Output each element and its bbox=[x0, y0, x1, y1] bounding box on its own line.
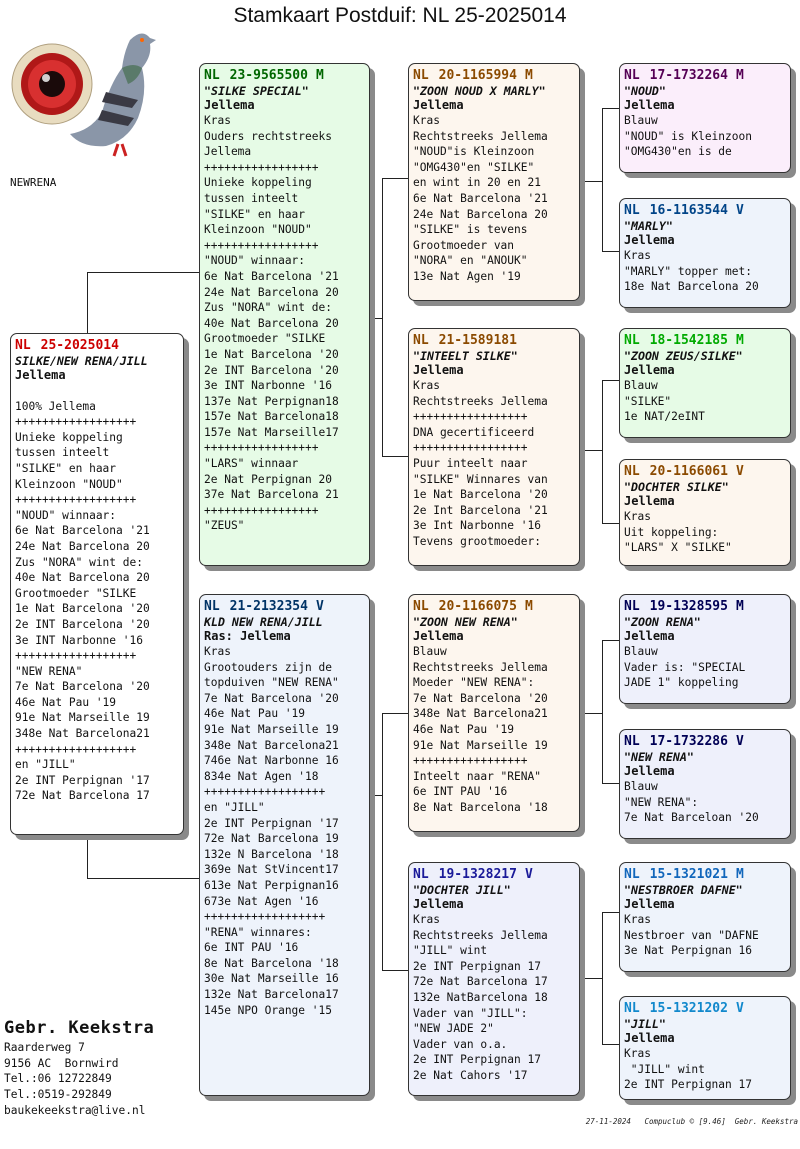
pedigree-line: Zus "NORA" wint de: bbox=[15, 555, 143, 569]
pedigree-line: 91e Nat Marseille 19 bbox=[15, 711, 150, 725]
pedigree-line: "SILKE" Winnares van bbox=[413, 472, 548, 486]
pedigree-line: DNA gecertificeerd bbox=[413, 425, 535, 439]
pedigree-line: 348e Nat Barcelona21 bbox=[15, 727, 150, 741]
pedigree-line: "SILKE" en haar bbox=[15, 461, 117, 475]
pigeon-card-ssd[interactable] bbox=[619, 198, 791, 308]
pigeon-card-dsd[interactable] bbox=[619, 729, 791, 839]
ring-header bbox=[413, 68, 575, 84]
pedigree-line: Kras bbox=[624, 913, 651, 926]
pedigree-line: 8e Nat Barcelona '18 bbox=[413, 800, 548, 814]
pigeon-card-ddd[interactable] bbox=[619, 996, 791, 1100]
pigeon-card-dam-sire[interactable] bbox=[408, 594, 580, 832]
pedigree-line: ++++++++++++++++++ bbox=[15, 742, 137, 756]
connector-line bbox=[602, 783, 619, 784]
pedigree-line: ++++++++++++++++++ bbox=[15, 415, 137, 429]
pedigree-line: Ouders rechtstreeks bbox=[204, 129, 332, 143]
pigeon-name: "ZOON NOUD X MARLY" bbox=[413, 84, 546, 98]
ring-number: 21-1589181 bbox=[438, 333, 517, 348]
pedigree-line: 2e Nat Cahors '17 bbox=[413, 1068, 528, 1082]
connector-line bbox=[602, 640, 619, 641]
pedigree-line: 348e Nat Barcelona21 bbox=[204, 738, 339, 752]
pigeon-name: "MARLY" bbox=[624, 219, 673, 233]
pedigree-line: 1e Nat Barcelona '20 bbox=[15, 602, 150, 616]
pedigree-line: 91e Nat Marseille 19 bbox=[204, 722, 339, 736]
pedigree-line: Unieke koppeling bbox=[204, 176, 312, 190]
pigeon-logo bbox=[10, 22, 158, 162]
sex-marker: V bbox=[735, 1001, 744, 1016]
pigeon-card-sire[interactable] bbox=[199, 63, 370, 566]
pedigree-line: Blauw bbox=[413, 645, 447, 658]
pedigree-line: 137e Nat Perpignan18 bbox=[204, 394, 339, 408]
pedigree-line: "NEW JADE 2" bbox=[413, 1022, 494, 1036]
sex-marker: M bbox=[524, 599, 533, 614]
connector-line bbox=[584, 978, 602, 979]
pigeon-card-sire-sire[interactable] bbox=[408, 63, 580, 301]
connector-line bbox=[602, 523, 619, 524]
country-code: NL bbox=[413, 68, 429, 83]
ring-number: 20-1166075 bbox=[438, 599, 517, 614]
pedigree-line: 7e Nat Barcelona '20 bbox=[15, 680, 150, 694]
ring-number: 25-2025014 bbox=[40, 338, 119, 353]
pedigree-line: 37e Nat Barcelona 21 bbox=[204, 488, 339, 502]
country-code: NL bbox=[413, 867, 429, 882]
pedigree-line: 1e Nat Barcelona '20 bbox=[413, 488, 548, 502]
pedigree-line: Rechtstreeks Jellema bbox=[413, 660, 548, 674]
pedigree-line: 40e Nat Barcelona 20 bbox=[15, 571, 150, 585]
ring-header bbox=[413, 599, 575, 615]
pigeon-card-sds[interactable] bbox=[619, 328, 791, 438]
pedigree-line: "NOUD"is Kleinzoon bbox=[413, 145, 535, 159]
pedigree-line: 72e Nat Barcelona 17 bbox=[413, 975, 548, 989]
pedigree-line: 2e Nat Perpignan 20 bbox=[204, 472, 332, 486]
ring-header bbox=[204, 68, 365, 84]
pedigree-line: 46e Nat Pau '19 bbox=[15, 695, 117, 709]
pedigree-line: 369e Nat StVincent17 bbox=[204, 863, 339, 877]
pedigree-line: Kras bbox=[413, 114, 440, 127]
pedigree-line: Grootmoeder "SILKE bbox=[204, 332, 326, 346]
ring-number: 19-1328217 bbox=[438, 867, 517, 882]
sex-marker: V bbox=[735, 734, 744, 749]
pedigree-line: 2e INT Perpignan '17 bbox=[15, 773, 150, 787]
pedigree-line: ++++++++++++++++++ bbox=[204, 910, 326, 924]
connector-line bbox=[382, 713, 408, 714]
pedigree-line: Kras bbox=[204, 114, 231, 127]
pedigree-line: +++++++++++++++++ bbox=[204, 238, 319, 252]
sex-marker: V bbox=[735, 464, 744, 479]
pigeon-name: "NEW RENA" bbox=[624, 750, 694, 764]
address-street: Raarderweg 7 bbox=[4, 1041, 85, 1054]
pedigree-line: 7e Nat Barcelona '20 bbox=[204, 691, 339, 705]
connector-line bbox=[602, 251, 619, 252]
ring-number: 23-9565500 bbox=[229, 68, 308, 83]
footer-credit: 27-11-2024 Compuclub © [9.46] Gebr. Keekstra bbox=[585, 1117, 798, 1126]
connector-line bbox=[372, 795, 382, 796]
country-code: NL bbox=[624, 734, 640, 749]
pedigree-line: 132e NatBarcelona 18 bbox=[413, 990, 548, 1004]
pedigree-line: "NOUD" winnaar: bbox=[15, 508, 117, 522]
connector-line bbox=[87, 272, 199, 273]
breeder-name: Jellema bbox=[624, 1031, 675, 1045]
pedigree-line: +++++++++++++++++ bbox=[204, 503, 319, 517]
pedigree-line: Vader van "JILL": bbox=[413, 1006, 528, 1020]
pigeon-card-dss[interactable] bbox=[619, 594, 791, 704]
country-code: NL bbox=[624, 333, 640, 348]
pedigree-line: Vader is: "SPECIAL bbox=[624, 660, 746, 674]
sex-marker: V bbox=[735, 203, 744, 218]
breeder-address bbox=[4, 1016, 154, 1119]
pedigree-line: Rechtstreeks Jellema bbox=[413, 394, 548, 408]
ring-number: 16-1163544 bbox=[649, 203, 728, 218]
pedigree-line: 46e Nat Pau '19 bbox=[413, 722, 515, 736]
breeder-name: Jellema bbox=[15, 368, 66, 382]
breeder-name: Jellema bbox=[413, 897, 464, 911]
pedigree-line: 3e INT Narbonne '16 bbox=[15, 633, 143, 647]
breeder-name: Jellema bbox=[624, 363, 675, 377]
pedigree-line: 24e Nat Barcelona 20 bbox=[15, 539, 150, 553]
ring-number: 20-1166061 bbox=[649, 464, 728, 479]
ring-header bbox=[413, 333, 575, 349]
pedigree-line: Kras bbox=[204, 645, 231, 658]
breeder-name: Jellema bbox=[624, 98, 675, 112]
breeder-name: Jellema bbox=[204, 98, 255, 112]
pigeon-card-sire-dam[interactable] bbox=[408, 328, 580, 566]
pedigree-line: Kleinzoon "NOUD" bbox=[204, 223, 312, 237]
pigeon-name: "DOCHTER JILL" bbox=[413, 883, 511, 897]
address-email[interactable]: baukekeekstra@live.nl bbox=[4, 1103, 146, 1117]
pedigree-line: 6e Nat Barcelona '21 bbox=[204, 269, 339, 283]
pedigree-line: Uit koppeling: bbox=[624, 525, 719, 539]
pedigree-line: Grootmoeder van bbox=[413, 238, 515, 252]
pedigree-line: Rechtstreeks Jellema bbox=[413, 928, 548, 942]
sex-marker: V bbox=[524, 867, 533, 882]
pedigree-line: Vader van o.a. bbox=[413, 1037, 508, 1051]
pedigree-line: 2e INT Perpignan 17 bbox=[413, 959, 541, 973]
pigeon-card-dds[interactable] bbox=[619, 862, 791, 972]
ring-number: 17-1732264 bbox=[649, 68, 728, 83]
connector-line bbox=[602, 912, 619, 913]
pedigree-line: 348e Nat Barcelona21 bbox=[413, 707, 548, 721]
pedigree-line: tussen inteelt bbox=[15, 446, 110, 460]
breeder-name: Ras: Jellema bbox=[204, 629, 291, 643]
pedigree-line: "NOUD" winnaar: bbox=[204, 254, 306, 268]
ring-number: 20-1165994 bbox=[438, 68, 517, 83]
pigeon-card-subject[interactable] bbox=[10, 333, 184, 835]
pedigree-line: Puur inteelt naar bbox=[413, 456, 528, 470]
ring-header bbox=[413, 867, 575, 883]
country-code: NL bbox=[624, 464, 640, 479]
country-code: NL bbox=[413, 333, 429, 348]
connector-line bbox=[602, 380, 603, 524]
sex-marker: V bbox=[315, 599, 324, 614]
country-code: NL bbox=[624, 203, 640, 218]
pedigree-line: Inteelt naar "RENA" bbox=[413, 769, 541, 783]
ring-number: 19-1328595 bbox=[649, 599, 728, 614]
pedigree-line bbox=[15, 383, 179, 399]
pedigree-line: "NEW RENA" bbox=[15, 664, 83, 678]
pedigree-line: "OMG430"en "SILKE" bbox=[413, 160, 535, 174]
pedigree-line: 1e Nat Barcelona '20 bbox=[204, 347, 339, 361]
pigeon-name: "NESTBROER DAFNE" bbox=[624, 883, 743, 897]
pigeon-name: "ZOON NEW RENA" bbox=[413, 615, 518, 629]
sex-marker: M bbox=[735, 68, 744, 83]
pedigree-line: en "JILL" bbox=[204, 800, 265, 814]
pedigree-line: "LARS" winnaar bbox=[204, 457, 299, 471]
breeder-name: Jellema bbox=[624, 629, 675, 643]
pedigree-line: Unieke koppeling bbox=[15, 430, 123, 444]
pedigree-line: "NORA" en "ANOUK" bbox=[413, 254, 528, 268]
connector-line bbox=[602, 912, 603, 1045]
connector-line bbox=[602, 640, 603, 784]
pedigree-line: +++++++++++++++++ bbox=[413, 754, 528, 768]
country-code: NL bbox=[204, 599, 220, 614]
ring-number: 18-1542185 bbox=[649, 333, 728, 348]
breeder-name: Jellema bbox=[413, 629, 464, 643]
pedigree-line: "SILKE" bbox=[624, 394, 672, 408]
ring-header bbox=[624, 734, 786, 750]
ring-header bbox=[15, 338, 179, 354]
pigeon-name: "INTEELT SILKE" bbox=[413, 349, 518, 363]
pedigree-line: Blauw bbox=[624, 379, 658, 392]
pigeon-name: "JILL" bbox=[624, 1017, 666, 1031]
pedigree-line: 40e Nat Barcelona 20 bbox=[204, 316, 339, 330]
ring-header bbox=[624, 68, 786, 84]
pedigree-line: Zus "NORA" wint de: bbox=[204, 301, 332, 315]
pedigree-line: topduiven "NEW RENA" bbox=[204, 676, 339, 690]
pedigree-line: 2e INT Perpignan 17 bbox=[624, 1078, 752, 1092]
sex-marker: M bbox=[735, 867, 744, 882]
pedigree-line: 157e Nat Marseille17 bbox=[204, 425, 339, 439]
pedigree-line: 3e Nat Perpignan 16 bbox=[624, 944, 752, 958]
pedigree-line: +++++++++++++++++ bbox=[413, 410, 528, 424]
sex-marker: M bbox=[524, 68, 533, 83]
pedigree-line: Tevens grootmoeder: bbox=[413, 534, 541, 548]
pedigree-line: JADE 1" koppeling bbox=[624, 676, 739, 690]
pedigree-line: tussen inteelt bbox=[204, 191, 299, 205]
pedigree-line: Kleinzoon "NOUD" bbox=[15, 477, 123, 491]
ring-number: 15-1321021 bbox=[649, 867, 728, 882]
pedigree-line: "SILKE" en haar bbox=[204, 207, 306, 221]
connector-line bbox=[382, 178, 408, 179]
connector-line bbox=[584, 181, 602, 182]
sex-marker: M bbox=[315, 68, 324, 83]
pedigree-line: 3e Int Narbonne '16 bbox=[413, 519, 541, 533]
ring-number: 15-1321202 bbox=[649, 1001, 728, 1016]
connector-line bbox=[382, 970, 408, 971]
pedigree-line: en "JILL" bbox=[15, 758, 76, 772]
breeder-name: Jellema bbox=[413, 98, 464, 112]
pedigree-line: 6e Nat Barcelona '21 bbox=[413, 191, 548, 205]
address-city: 9156 AC Bornwird bbox=[4, 1056, 119, 1070]
pedigree-line: 24e Nat Barcelona 20 bbox=[413, 207, 548, 221]
pedigree-line: Moeder "NEW RENA": bbox=[413, 676, 535, 690]
country-code: NL bbox=[624, 599, 640, 614]
breeder-name: Jellema bbox=[624, 233, 675, 247]
country-code: NL bbox=[204, 68, 220, 83]
pedigree-line: 72e Nat Barcelona 19 bbox=[204, 832, 339, 846]
sex-marker: M bbox=[735, 333, 744, 348]
pedigree-line: 46e Nat Pau '19 bbox=[204, 707, 306, 721]
pigeon-name: "NOUD" bbox=[624, 84, 666, 98]
pigeon-name: "SILKE SPECIAL" bbox=[204, 84, 309, 98]
country-code: NL bbox=[413, 599, 429, 614]
pedigree-line: "MARLY" topper met: bbox=[624, 264, 752, 278]
pedigree-line: 7e Nat Barcelona '20 bbox=[413, 691, 548, 705]
pedigree-line: "JILL" wint bbox=[624, 1062, 705, 1076]
ring-header bbox=[624, 1001, 786, 1017]
pedigree-line: +++++++++++++++++ bbox=[413, 441, 528, 455]
pedigree-line: "LARS" X "SILKE" bbox=[624, 541, 732, 555]
pedigree-line: 13e Nat Agen '19 bbox=[413, 269, 521, 283]
pedigree-line: 157e Nat Barcelona18 bbox=[204, 410, 339, 424]
connector-line bbox=[602, 108, 619, 109]
logo-caption: NEWRENA bbox=[10, 176, 57, 189]
page-title: Stamkaart Postduif: NL 25-2025014 bbox=[233, 4, 567, 27]
pedigree-line: Rechtstreeks Jellema bbox=[413, 129, 548, 143]
pedigree-line: 91e Nat Marseille 19 bbox=[413, 738, 548, 752]
ring-number: 17-1732286 bbox=[649, 734, 728, 749]
pedigree-line: "NOUD" is Kleinzoon bbox=[624, 129, 752, 143]
pedigree-line: ++++++++++++++++++ bbox=[15, 649, 137, 663]
pedigree-line: 1e NAT/2eINT bbox=[624, 410, 705, 424]
pedigree-line: "SILKE" is tevens bbox=[413, 223, 528, 237]
ring-header bbox=[624, 203, 786, 219]
pigeon-name: "ZOON ZEUS/SILKE" bbox=[624, 349, 743, 363]
pedigree-line: 6e INT PAU '16 bbox=[204, 941, 299, 955]
ring-header bbox=[204, 599, 365, 615]
pigeon-card-sdd[interactable] bbox=[619, 459, 791, 566]
pedigree-line: "OMG430"en is de bbox=[624, 145, 732, 159]
pedigree-line: 132e Nat Barcelona17 bbox=[204, 988, 339, 1002]
pedigree-line: 24e Nat Barcelona 20 bbox=[204, 285, 339, 299]
breeder-name: Jellema bbox=[624, 764, 675, 778]
pedigree-line: Kras bbox=[624, 249, 651, 262]
pedigree-line: 7e Nat Barceloan '20 bbox=[624, 811, 759, 825]
pedigree-line: 18e Nat Barcelona 20 bbox=[624, 280, 759, 294]
connector-line bbox=[584, 713, 602, 714]
pedigree-line: 834e Nat Agen '18 bbox=[204, 769, 319, 783]
pedigree-line: Blauw bbox=[624, 645, 658, 658]
connector-line bbox=[382, 713, 383, 971]
address-phone: Tel.:06 12722849 bbox=[4, 1072, 112, 1086]
country-code: NL bbox=[15, 338, 31, 353]
pigeon-card-sss[interactable] bbox=[619, 63, 791, 173]
connector-line bbox=[372, 318, 382, 319]
pedigree-line: 8e Nat Barcelona '18 bbox=[204, 956, 339, 970]
pedigree-line: Grootouders zijn de bbox=[204, 660, 332, 674]
country-code: NL bbox=[624, 68, 640, 83]
pedigree-line: 613e Nat Perpignan16 bbox=[204, 878, 339, 892]
connector-line bbox=[602, 108, 603, 252]
connector-line bbox=[602, 380, 619, 381]
sex-marker: M bbox=[735, 599, 744, 614]
pigeon-name: "ZOON RENA" bbox=[624, 615, 701, 629]
pedigree-line: Kras bbox=[624, 1047, 651, 1060]
pedigree-line: en wint in 20 en 21 bbox=[413, 176, 541, 190]
ring-header bbox=[624, 599, 786, 615]
pedigree-line: 132e N Barcelona '18 bbox=[204, 847, 339, 861]
pedigree-line: 3e INT Narbonne '16 bbox=[204, 379, 332, 393]
pedigree-line: ++++++++++++++++++ bbox=[204, 785, 326, 799]
pedigree-line: Kras bbox=[413, 913, 440, 926]
pedigree-line: 673e Nat Agen '16 bbox=[204, 894, 319, 908]
pedigree-line: 6e Nat Barcelona '21 bbox=[15, 524, 150, 538]
pedigree-line: 2e INT Perpignan 17 bbox=[413, 1053, 541, 1067]
pedigree-line: Nestbroer van "DAFNE bbox=[624, 928, 759, 942]
pedigree-line: ++++++++++++++++++ bbox=[15, 493, 137, 507]
pedigree-line: 145e NPO Orange '15 bbox=[204, 1003, 332, 1017]
address-phone: Tel.:0519-292849 bbox=[4, 1088, 112, 1102]
pigeon-name: SILKE/NEW RENA/JILL bbox=[15, 354, 148, 368]
pedigree-line: 2e INT Perpignan '17 bbox=[204, 816, 339, 830]
pedigree-line: Blauw bbox=[624, 114, 658, 127]
pedigree-line: +++++++++++++++++ bbox=[204, 441, 319, 455]
pedigree-line: 100% Jellema bbox=[15, 399, 96, 413]
breeder-name: Jellema bbox=[413, 363, 464, 377]
connector-line bbox=[382, 178, 383, 457]
pedigree-line: "ZEUS" bbox=[204, 519, 245, 533]
connector-line bbox=[87, 878, 199, 879]
connector-line bbox=[382, 456, 408, 457]
pigeon-name: KLD NEW RENA/JILL bbox=[204, 615, 323, 629]
pedigree-line: Grootmoeder "SILKE bbox=[15, 586, 137, 600]
pedigree-line: "NEW RENA": bbox=[624, 795, 699, 809]
pedigree-line: 2e INT Barcelona '20 bbox=[15, 617, 150, 631]
breeder-name: Gebr. Keekstra bbox=[4, 1018, 155, 1038]
connector-line bbox=[602, 1044, 619, 1045]
breeder-name: Jellema bbox=[624, 897, 675, 911]
pedigree-line: 746e Nat Narbonne 16 bbox=[204, 754, 339, 768]
pedigree-line: 30e Nat Marseille 16 bbox=[204, 972, 339, 986]
ring-header bbox=[624, 333, 786, 349]
ring-number: 21-2132354 bbox=[229, 599, 308, 614]
pigeon-card-dam-dam[interactable] bbox=[408, 862, 580, 1096]
pedigree-line: Kras bbox=[624, 510, 651, 523]
ring-header bbox=[624, 867, 786, 883]
pedigree-line: "JILL" wint bbox=[413, 944, 488, 958]
pedigree-line: +++++++++++++++++ bbox=[204, 160, 319, 174]
pedigree-line: Blauw bbox=[624, 780, 658, 793]
connector-line bbox=[584, 450, 602, 451]
pedigree-line: Jellema bbox=[204, 145, 252, 159]
pedigree-line: 6e INT PAU '16 bbox=[413, 785, 508, 799]
pedigree-line: Kras bbox=[413, 379, 440, 392]
country-code: NL bbox=[624, 1001, 640, 1016]
pedigree-line: 2e Int Barcelona '21 bbox=[413, 503, 548, 517]
pigeon-card-dam[interactable] bbox=[199, 594, 370, 1096]
breeder-name: Jellema bbox=[624, 494, 675, 508]
country-code: NL bbox=[624, 867, 640, 882]
pigeon-name: "DOCHTER SILKE" bbox=[624, 480, 729, 494]
pedigree-line: 72e Nat Barcelona 17 bbox=[15, 789, 150, 803]
pedigree-line: 2e INT Barcelona '20 bbox=[204, 363, 339, 377]
ring-header bbox=[624, 464, 786, 480]
pedigree-line: "RENA" winnares: bbox=[204, 925, 312, 939]
